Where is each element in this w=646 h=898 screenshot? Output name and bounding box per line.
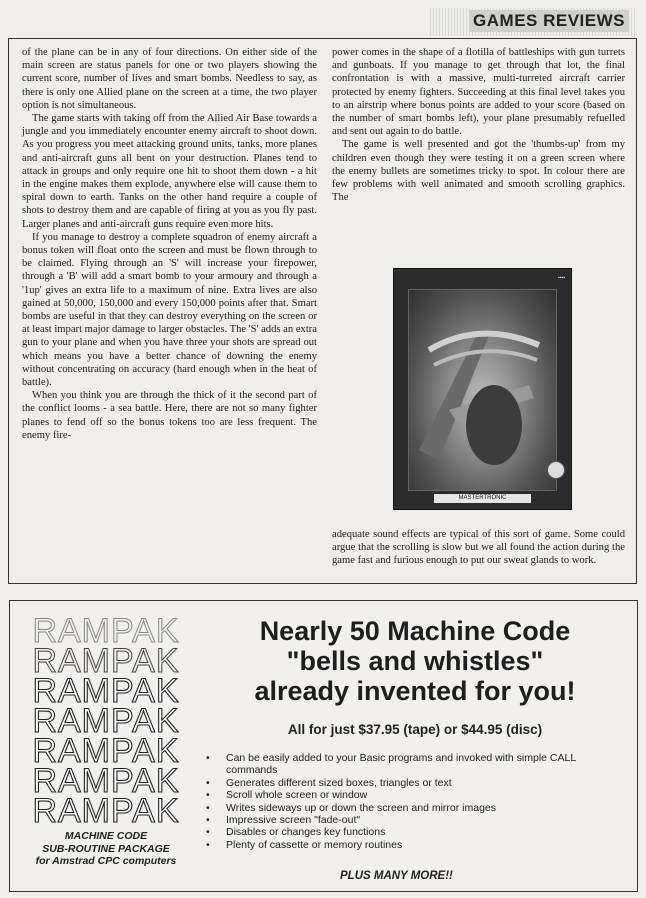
- caption-line: MACHINE CODE: [64, 830, 148, 842]
- list-item: • Scroll whole screen or window: [206, 789, 368, 802]
- bullet-icon: •: [206, 814, 210, 827]
- caption-line: SUB-ROUTINE PACKAGE: [42, 842, 170, 855]
- headline-line: "bells and whistles": [286, 646, 544, 676]
- article-column-right: [332, 46, 625, 204]
- rampak-logo-word: RAMPAK: [32, 612, 180, 650]
- paragraph: power comes in the shape of a flotilla of battleships with gun turrets and gunboats. If you manage to get through that lot, the final confrontation is with a massive, multi-turreted aircraft carrier protected by enemy fighters. Succeeding at this final level takes you to an airstrip where bonus points are added to your score (based on the number of smart bombs left), your plane presumably refuelled and sent out again to do battle.: [332, 47, 625, 138]
- paragraph: When you think you are through the thick of it the second part of the conflict looms - a sea battle. Here, there are not so many fighter planes to fend off so the bonus tokens too are less frequent. The enemy fire-: [22, 390, 317, 441]
- boxart-badge: [547, 461, 565, 479]
- section-header: [430, 8, 635, 36]
- boxart-illustration: [408, 289, 557, 491]
- bullet-icon: •: [206, 801, 210, 814]
- paragraph: of the plane can be in any of four directions. On either side of the main screen are status panels for one or two players showing the current score, number of lives and smart bombs. Needless to say, as there is only one Allied plane on the screen at a time, the two player option is not simultaneous.: [22, 47, 317, 111]
- list-item: • Can be easily added to your Basic programs and invoked with simple CALL commands: [206, 752, 576, 777]
- rampak-logo-word: RAMPAK: [32, 672, 180, 710]
- rampak-caption: [22, 830, 190, 868]
- rampak-logo-stack: [22, 612, 190, 830]
- bullet-icon: •: [206, 826, 210, 839]
- rampak-logo-word: RAMPAK: [32, 792, 180, 830]
- bullet-icon: •: [206, 789, 210, 802]
- article-column-right-end: [332, 528, 625, 568]
- bullet-icon: •: [206, 776, 210, 789]
- ad-headline: [200, 616, 630, 706]
- article-column-left: [22, 46, 317, 442]
- boxart-label: MASTERTRONIC: [434, 494, 531, 503]
- paragraph: If you manage to destroy a complete squadron of enemy aircraft a bonus token will float onto the screen and must be flown through to be claimed. Flying through an 'S' will increase your firepower, through a 'B' will add a smart bomb to your armoury and through a '1up' gives an extra life to a maximum of nine. Extra lives are also gained at 50,000, 150,000 and every 150,000 points after that. Smart bombs are useful in that they can destroy everything on the screen or at least impart major damage to larger obstacles. The 'S' adds an extra gun to your plane and when you have three your shots are spread out which means you have a better chance of downing the enemy without concentrating on accuracy (hard enough when in the heat of battle).: [22, 231, 317, 389]
- ad-feature-list: [206, 752, 626, 851]
- headline-line: already invented for you!: [254, 676, 576, 706]
- rampak-logo-word: RAMPAK: [32, 732, 180, 770]
- paragraph: adequate sound effects are typical of this sort of game. Some could argue that the scrolling is slow but we all found the action during the game fast and furious enough to put our sweat glands to work.: [332, 529, 625, 567]
- list-item: • Writes sideways up or down the screen and mirror images: [206, 801, 497, 814]
- caption-line: for Amstrad CPC computers: [35, 855, 177, 867]
- list-item: • Plenty of cassette or memory routines: [206, 838, 403, 851]
- bullet-icon: •: [206, 838, 210, 851]
- game-box-art: [393, 268, 572, 510]
- rampak-logo-word: RAMPAK: [32, 762, 180, 800]
- ad-plus-more: PLUS MANY MORE!!: [340, 870, 453, 882]
- ad-price-line: All for just $37.95 (tape) or $44.95 (disc): [287, 722, 543, 737]
- paragraph: The game is well presented and got the 'thumbs-up' from my children even though they were testing it on a green screen where the enemy bullets are sometimes tricky to spot. In colour there are few problems with well animated and smooth scrolling graphics. The: [332, 139, 625, 204]
- headline-line: Nearly 50 Machine Code: [259, 616, 571, 646]
- plane-illustration-icon: [409, 290, 556, 490]
- rampak-logo-word: RAMPAK: [32, 702, 180, 740]
- list-item: • Generates different sized boxes, triangles or text: [206, 776, 452, 789]
- list-item: • Impressive screen "fade-out": [206, 814, 361, 827]
- bullet-icon: •: [206, 752, 210, 764]
- section-title: GAMES REVIEWS: [469, 10, 629, 32]
- rampak-logo-word: RAMPAK: [32, 642, 180, 680]
- paragraph: The game starts with taking off from the Allied Air Base towards a jungle and you immediately encounter enemy aircraft to shoot down. As you progress you meet attacking ground units, tanks, more planes and anti-aircraft guns all bent on your destruction. Planes tend to attack in groups and only require one hit to shoot them down - a hit in the engine makes them explode, anywhere else will cause them to spiral down to earth. Tanks on the other hand require a couple of shots to destroy them and are capable of firing at you as you fly past. Larger planes and anti-aircraft guns require even more hits.: [22, 113, 317, 230]
- list-item: • Disables or changes key functions: [206, 826, 386, 839]
- boxart-publisher-mark: ▪▪▪▪: [557, 275, 565, 281]
